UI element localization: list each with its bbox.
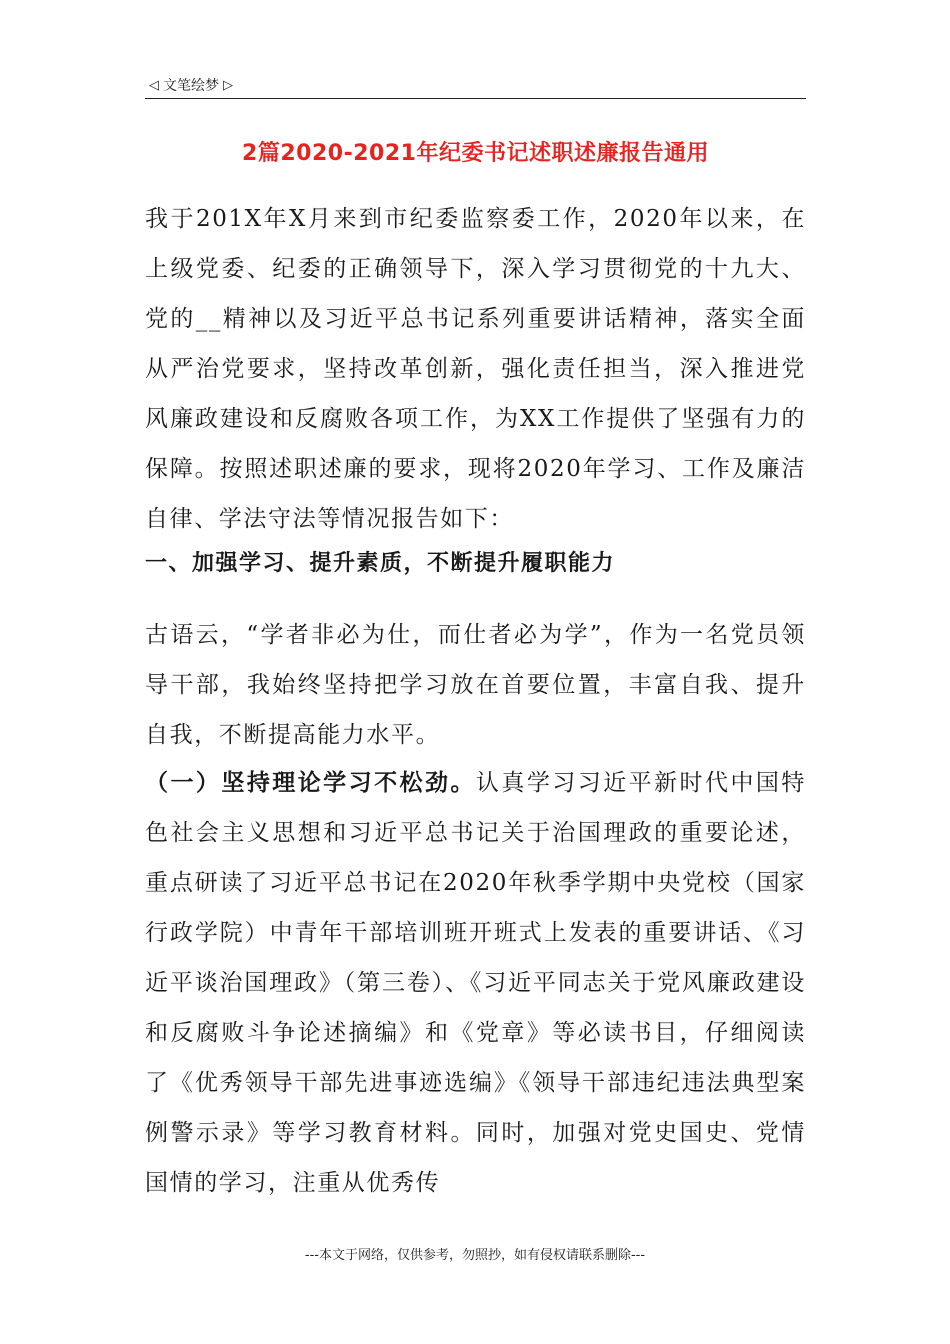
intro-paragraph: 我于201X年X月来到市纪委监察委工作，2020年以来，在上级党委、纪委的正确领导下，深入学习贯彻党的十九大、党的__精神以及习近平总书记系列重要讲话精神，落实全面从严治党要求，坚持改革创新，强化责任担当，深入推进党风廉政建设和反腐败各项工作，为XX工作提供了坚强有力的保障。按照述职述廉的要求，现将2020年学习、工作及廉洁自律、学法守法等情况报告如下： (145, 206, 806, 532)
page-header (145, 72, 806, 99)
subsection-body: 认真学习习近平新时代中国特色社会主义思想和习近平总书记关于治国理政的重要论述，重点研读了习近平总书记在2020年秋季学期中央党校（国家行政学院）中青年干部培训班开班式上发表的重要讲话、《习近平谈治国理政》（第三卷）、《习近平同志关于党风廉政建设和反腐败斗争论述摘编》和《党章》等必读书目，仔细阅读了《优秀领导干部先进事迹选编》《领导干部违纪违法典型案例警示录》等学习教育材料。同时，加强对党史国史、党情国情的学习，注重从优秀传 (145, 770, 806, 1196)
left-triangle-icon: ◁ (149, 77, 159, 93)
subsection-paragraph (145, 758, 806, 1208)
document-title: 2篇2020-2021年纪委书记述职述廉报告通用 (242, 141, 709, 166)
right-triangle-icon: ▷ (223, 77, 233, 93)
subsection-lead: （一）坚持理论学习不松劲。 (145, 770, 476, 796)
section-heading: 一、加强学习、提升素质，不断提升履职能力 (145, 551, 616, 576)
section-intro-paragraph: 古语云，“学者非必为仕，而仕者必为学”，作为一名党员领导干部，我始终坚持把学习放在首要位置，丰富自我、提升自我，不断提高能力水平。 (145, 622, 806, 748)
page-footer: ---本文于网络，仅供参考，勿照抄，如有侵权请联系删除--- (304, 1248, 646, 1263)
header-text: 文笔绘梦 (163, 78, 219, 94)
